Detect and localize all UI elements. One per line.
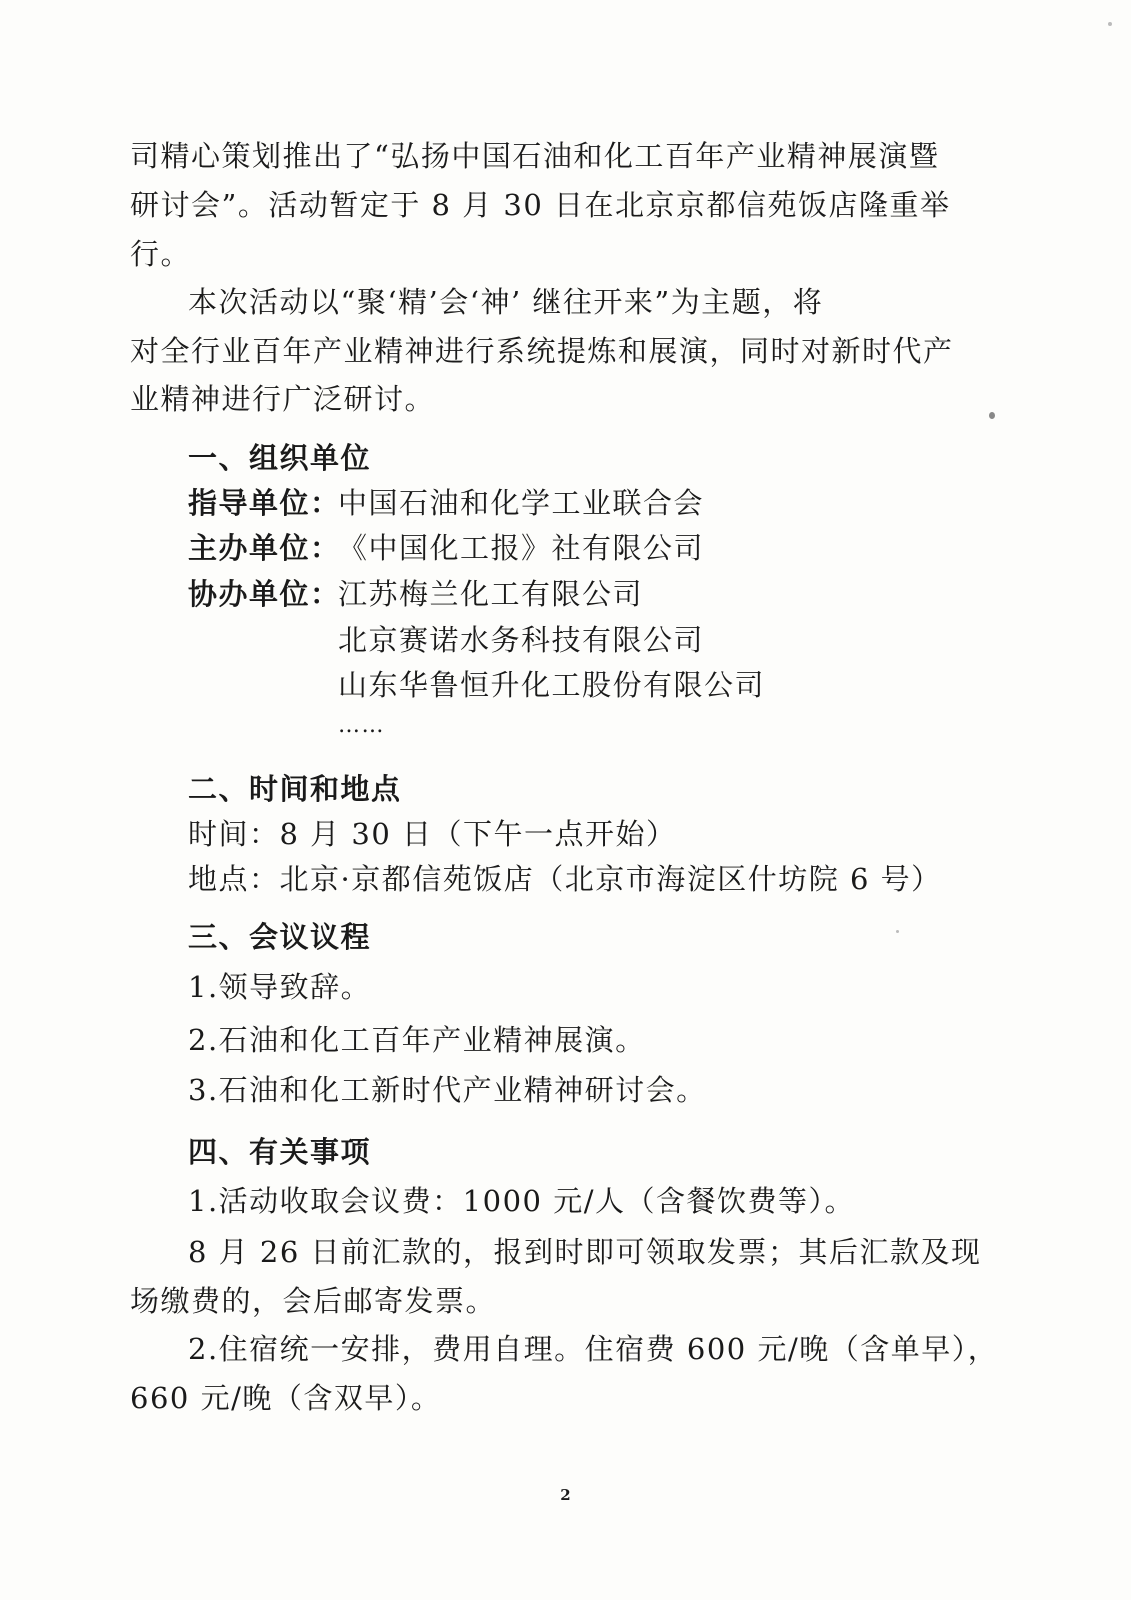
event-place: 地点：北京·京都信苑饭店（北京市海淀区什坊院 6 号） — [188, 862, 942, 896]
intro-line: 研讨会”。活动暂定于 8 月 30 日在北京京都信苑饭店隆重举 — [130, 188, 951, 222]
host-label: 主办单位： — [188, 531, 341, 565]
co-organizer-ellipsis: …… — [338, 713, 385, 738]
host-value: 《中国化工报》社有限公司 — [338, 531, 705, 565]
scan-speck — [989, 412, 995, 419]
intro-line: 本次活动以“聚‘精’会‘神’ 继往开来”为主题，将 — [188, 285, 824, 319]
lodging-item: 660 元/晚（含双早）。 — [130, 1381, 442, 1415]
co-label: 协办单位： — [188, 577, 341, 611]
agenda-item: 1.领导致辞。 — [188, 970, 372, 1004]
guide-value: 中国石油和化学工业联合会 — [338, 486, 705, 520]
co-organizer: 江苏梅兰化工有限公司 — [338, 577, 644, 611]
section-heading: 二、时间和地点 — [188, 772, 402, 806]
fee-note: 场缴费的，会后邮寄发票。 — [130, 1284, 497, 1318]
intro-line: 业精神进行广泛研讨。 — [130, 382, 436, 416]
lodging-item: 2.住宿统一安排，费用自理。住宿费 600 元/晚（含单早）， — [188, 1332, 999, 1366]
agenda-item: 2.石油和化工百年产业精神展演。 — [188, 1023, 646, 1057]
intro-line: 行。 — [130, 237, 192, 271]
scan-speck — [896, 930, 899, 933]
fee-item: 1.活动收取会议费：1000 元/人（含餐饮费等）。 — [188, 1184, 855, 1218]
co-organizer: 北京赛诺水务科技有限公司 — [338, 623, 705, 657]
event-time: 时间：8 月 30 日（下午一点开始） — [188, 817, 677, 851]
fee-note: 8 月 26 日前汇款的，报到时即可领取发票；其后汇款及现 — [188, 1235, 982, 1269]
agenda-item: 3.石油和化工新时代产业精神研讨会。 — [188, 1073, 707, 1107]
co-organizer: 山东华鲁恒升化工股份有限公司 — [338, 668, 766, 702]
guide-label: 指导单位： — [188, 486, 341, 520]
scan-speck — [1108, 22, 1112, 26]
intro-line: 对全行业百年产业精神进行系统提炼和展演，同时对新时代产 — [130, 334, 954, 368]
section-heading: 四、有关事项 — [188, 1135, 372, 1169]
intro-line: 司精心策划推出了“弘扬中国石油和化工百年产业精神展演暨 — [130, 139, 940, 173]
page-number: 2 — [560, 1486, 571, 1504]
section-heading: 三、会议议程 — [188, 920, 372, 954]
section-heading: 一、组织单位 — [188, 441, 372, 475]
